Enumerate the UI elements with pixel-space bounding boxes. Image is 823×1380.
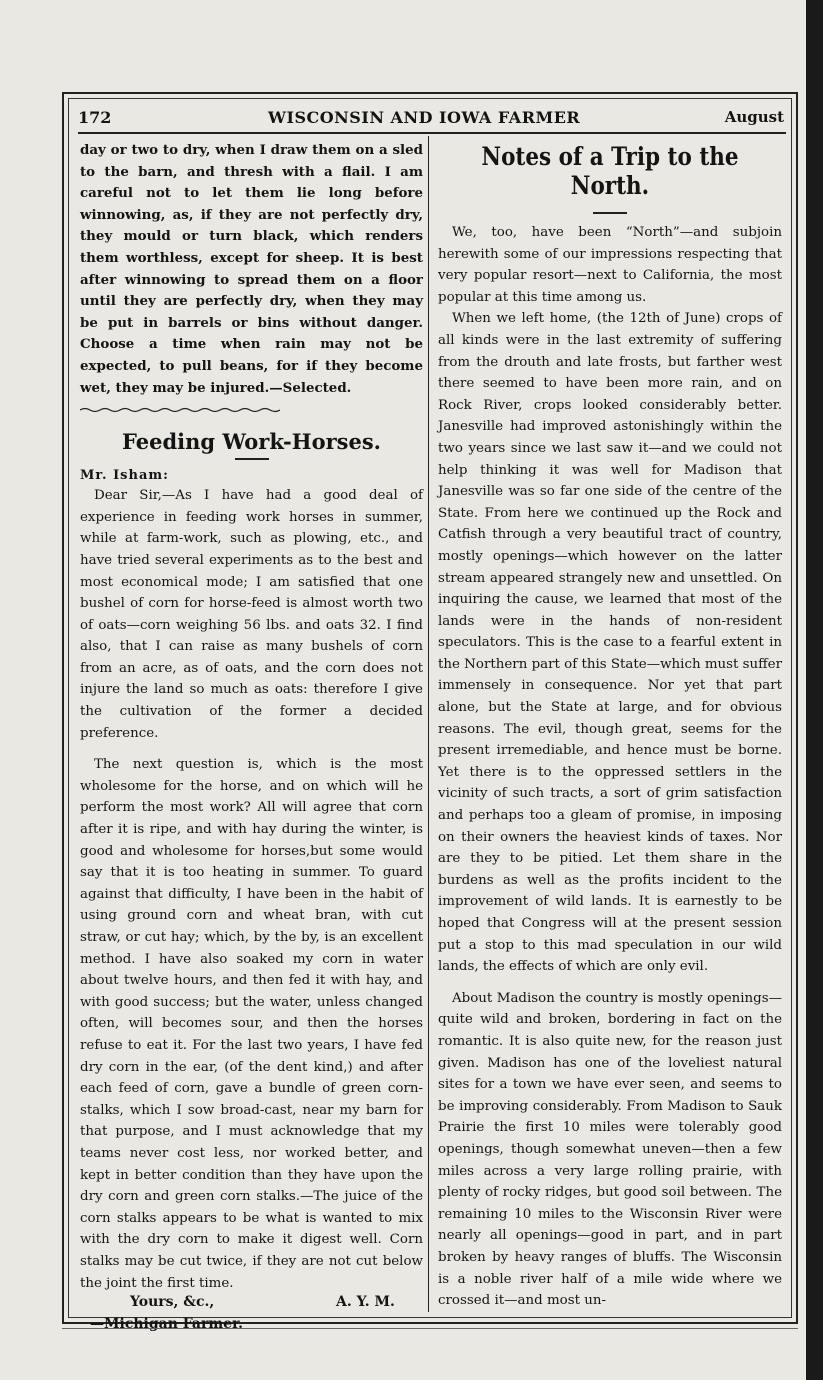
left-column: [80, 140, 423, 1332]
column-divider: [428, 136, 429, 1312]
article-paragraph: When we left home, (the 12th of June) crops of all kinds were in the last extremity of suffering from the drouth and late frosts, but farther west there seemed to have been more rain, and on Rock River, crops looked considerably better. Janesville had improved astonishingly within the two years since we last saw it—and we could not help thinking it was well for Madison that Janesville was so far one side of the centre of the State. From here we continued up the Rock and Catfish through a very beautiful tract of country, mostly openings—which however on the latter stream appeared strangely new and unsettled. On inquiring the cause, we learned that most of the lands were in the hands of non-resident speculators. This is the case to a fearful extent in the Northern part of this State—which must suffer immensely in consequence. Nor yet that part alone, but the State at large, and for obvious reasons. The evil, though great, seems for the present irremediable, and hence must be borne. Yet there is to the oppressed settlers in the vicinity of such tracts, a sort of grim satisfaction and perhaps too a gleam of promise, in imposing on their owners the heaviest kinds of taxes. Nor are they to be pitied. Let them share in the burdens as well as the profits incident to the improvement of wild lands. It is earnestly to be hoped that Congress will at the present session put a stop to this mad speculation in our wild lands, the effects of which are only evil.: [438, 311, 783, 975]
signature-row: [80, 1294, 423, 1316]
journal-title: WISCONSIN AND IOWA FARMER: [268, 108, 581, 127]
salutation: Mr. Isham:: [80, 468, 169, 484]
article-source: —Michigan Farmer.: [90, 1316, 244, 1333]
article-paragraph: We, too, have been “North”—and subjoin herewith some of our impressions respecting that very popular resort—next to California, the most popular at this time among us.: [438, 225, 782, 305]
article-paragraph: Dear Sir,—As I have had a good deal of experience in feeding work horses in summer, while at farm-work, such as plowing, etc., and have tried several experiments as to the best and most economical mode; I am satisfied that one bushel of corn for horse-feed is almost worth two of oats—corn weighing 56 lbs. and oats 32. I find also, that I can raise as many bushels of corn from an acre, as of oats, and the corn does not injure the land so much as oats: therefore I give the cultivation of the former a decided preference.: [80, 488, 423, 741]
book-binding-edge: [806, 0, 823, 1380]
page-number: 172: [78, 108, 112, 127]
author-initials: A. Y. M.: [336, 1294, 395, 1311]
wavy-divider: [80, 407, 280, 413]
closing: Yours, &c.,: [130, 1294, 215, 1311]
title-rule: [593, 212, 627, 214]
issue-month: August: [724, 108, 784, 126]
article-title-feeding-work-horses: Feeding Work-Horses.: [122, 429, 381, 455]
title-rule: [235, 458, 269, 460]
running-header: [78, 104, 784, 134]
article-paragraph: About Madison the country is mostly openings—quite wild and broken, bordering in fact on the romantic. It is also quite new, for the reason just given. Madison has one of the loveliest natural sites for a town we have ever seen, and seems to be improving considerably. From Madison to Sauk Prairie the first 10 miles were tolerably good openings, though somewhat uneven—then a few miles across a very large rolling prairie, with plenty of rocky ridges, but good soil between. The remaining 10 miles to the Wisconsin River were nearly all openings—good in part, and in part broken by heavy ranges of bluffs. The Wisconsin is a noble river half of a mile wide where we crossed it—and most un-: [438, 990, 782, 1309]
article-title-notes-of-a-trip: Notes of a Trip to the North.: [481, 142, 739, 200]
right-column: [438, 140, 782, 1312]
header-rule: [78, 132, 786, 134]
bottom-rule: [62, 1328, 798, 1329]
article-paragraph: The next question is, which is the most wholesome for the horse, and on which will he perform the most work? All will agree that corn after it is ripe, and with hay during the winter, is good and wholesome for horses,but some would say that it is too heating in summer. To guard against that difficulty, I have been in the habit of using ground corn and wheat bran, with cut straw, or cut hay; which, by the by, is an excellent method. I have also soaked my corn in water about twelve hours, and then fed it with hay, and with good success; but the water, unless changed often, will becomes sour, and then the horses refuse to eat it. For the last two years, I have fed dry corn in the ear, (of the dent kind,) and after each feed of corn, gave a bundle of green corn-stalks, which I sow broad-cast, near my barn for that purpose, and I must acknowledge that my teams never cost less, nor worked better, and kept in better condition than they have upon the dry corn and green corn stalks.—The juice of the corn stalks appears to be what is wanted to mix with the dry corn to make it digest well. Corn stalks may be cut twice, if they are not cut below the joint the first time.: [80, 757, 423, 1291]
continued-paragraph: day or two to dry, when I draw them on a sled to the barn, and thresh with a flail. I am careful not to let them lie long before winnowing, as, if they are not perfectly dry, they mould or turn black, which renders them worthless, except for sheep. It is best after winnowing to spread them on a floor until they are perfectly dry, when they may be put in barrels or bins without danger. Choose a time when rain may not be expected, to pull beans, for if they become wet, they may be injured.—Selected.: [80, 142, 423, 396]
